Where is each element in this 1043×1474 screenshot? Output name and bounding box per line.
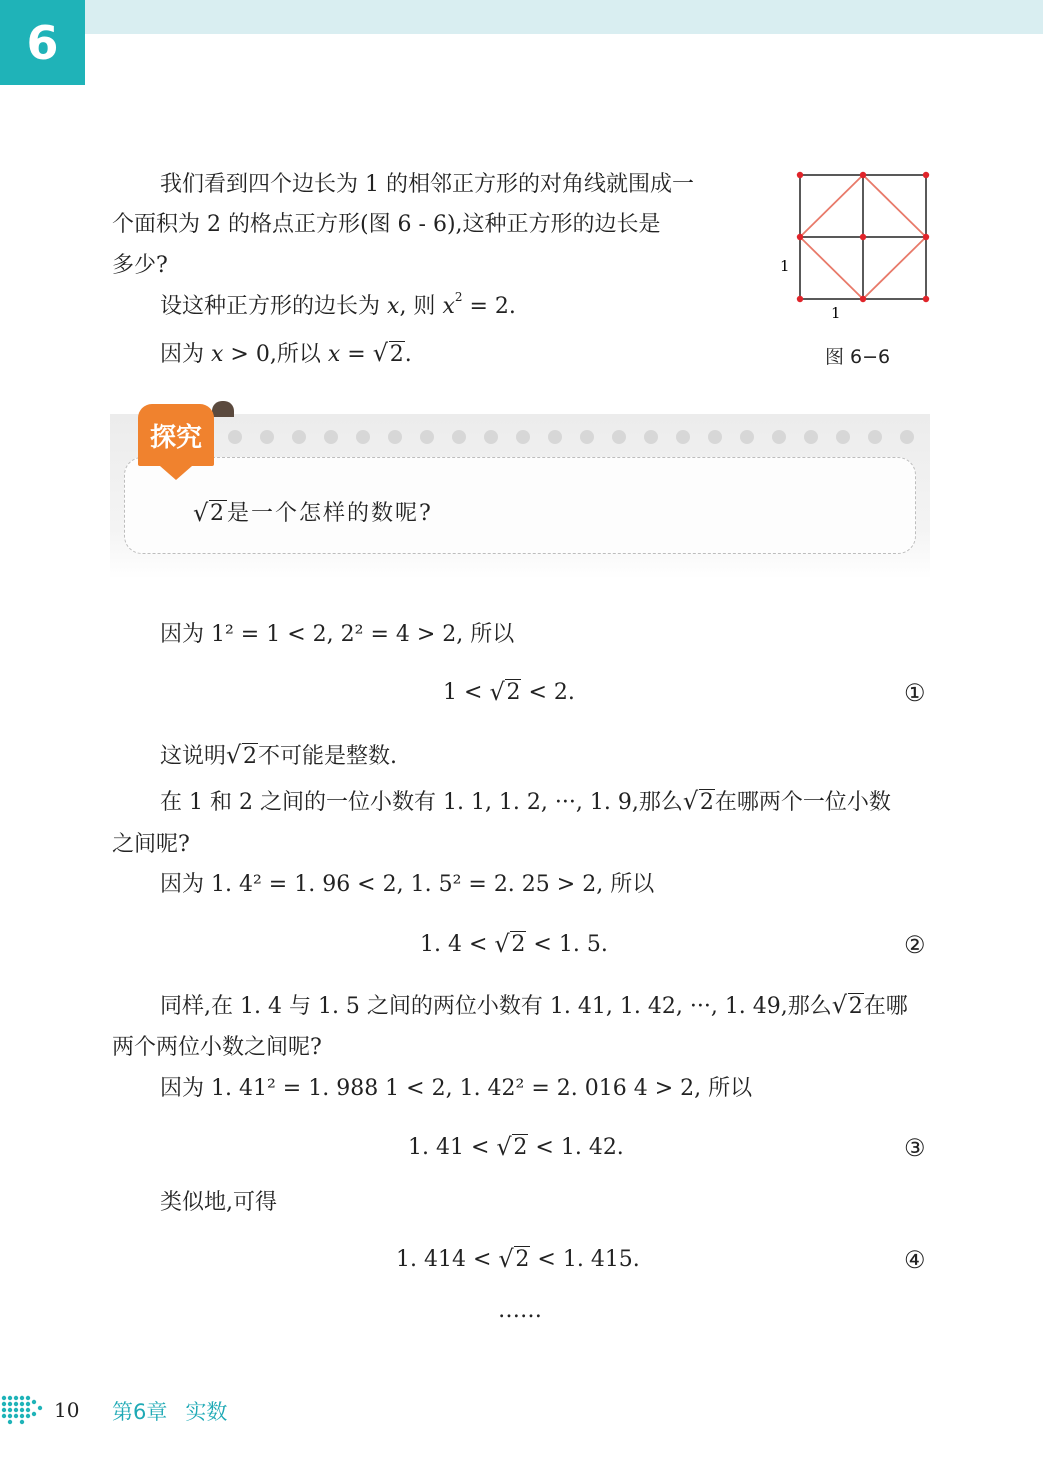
sqrt-2: √ 2 bbox=[496, 1135, 528, 1160]
sqrt-2: √ 2 bbox=[683, 788, 715, 818]
intro-line-1: 我们看到四个边长为 1 的相邻正方形的对角线就围成一 bbox=[160, 172, 694, 197]
chapter-title bbox=[112, 1396, 245, 1426]
chapter-label: 第6章 bbox=[112, 1400, 168, 1424]
step-3-line-2: 之间呢? bbox=[112, 832, 190, 857]
exponent: 2 bbox=[454, 290, 463, 304]
sqrt-2: √ 2 bbox=[498, 1247, 530, 1272]
because-prefix: 因为 bbox=[160, 342, 205, 367]
inequality-1: 1 < √ 2 < 2. bbox=[443, 680, 575, 705]
inequality-4: 1. 414 < √ 2 < 1. 415. bbox=[396, 1247, 640, 1272]
lattice-square-figure bbox=[775, 165, 945, 325]
step-5-line-1: 同样,在 1. 4 与 1. 5 之间的两位小数有 1. 41, 1. 42, ···, 1. 49,那么√ 2在哪 bbox=[160, 992, 908, 1022]
because-suffix: = bbox=[340, 342, 366, 367]
var-x: x bbox=[387, 294, 400, 319]
dot-pattern-icon bbox=[0, 1392, 50, 1428]
because-mid: > 0,所以 bbox=[223, 342, 321, 367]
page-number: 10 bbox=[54, 1398, 80, 1422]
side-label: 1 bbox=[780, 257, 790, 275]
var-x: x bbox=[211, 342, 224, 367]
sqrt-2: √ 2 bbox=[226, 742, 258, 772]
step-4-text: 因为 1. 4² = 1. 96 < 2, 1. 5² = 2. 25 > 2, 所以 bbox=[160, 872, 655, 897]
chapter-number-badge: 6 bbox=[0, 0, 85, 85]
set-variable-line bbox=[160, 292, 516, 322]
sqrt-2: √ 2 bbox=[193, 501, 227, 526]
step-6-text: 因为 1. 41² = 1. 988 1 < 2, 1. 42² = 2. 016 4 > 2, 所以 bbox=[160, 1076, 753, 1101]
equation-number-4: ④ bbox=[904, 1246, 926, 1274]
header-band bbox=[85, 0, 1043, 34]
equation-number-2: ② bbox=[904, 931, 926, 959]
sqrt-2: √ 2 bbox=[832, 992, 864, 1022]
set-mid: , 则 bbox=[399, 294, 436, 319]
set-suffix: = 2. bbox=[462, 294, 516, 319]
inequality-2: 1. 4 < √ 2 < 1. 5. bbox=[420, 932, 608, 957]
sqrt-2: √ 2 bbox=[494, 932, 526, 957]
intro-line-3: 多少? bbox=[112, 253, 168, 278]
because-line: 因为 x > 0,所以 x = √ 2. bbox=[160, 340, 412, 370]
var-x: x bbox=[327, 342, 341, 367]
explore-question: √ 2是一个怎样的数呢? bbox=[193, 496, 433, 527]
tag-curl-decoration bbox=[212, 401, 234, 417]
equation-number-3: ③ bbox=[904, 1134, 926, 1162]
step-5-line-2: 两个两位小数之间呢? bbox=[112, 1035, 322, 1060]
step-2-text: 这说明√ 2不可能是整数. bbox=[160, 742, 397, 772]
equation-number-1: ① bbox=[904, 679, 926, 707]
step-3-line-1: 在 1 和 2 之间的一位小数有 1. 1, 1. 2, ···, 1. 9,那么√ 2在哪两个一位小数 bbox=[160, 788, 891, 818]
ellipsis: …… bbox=[498, 1298, 542, 1323]
step-7-text: 类似地,可得 bbox=[160, 1190, 277, 1215]
var-x: x bbox=[442, 294, 455, 319]
inequality-3: 1. 41 < √ 2 < 1. 42. bbox=[408, 1135, 624, 1160]
bottom-label: 1 bbox=[831, 304, 841, 322]
sqrt-2: √ 2 bbox=[373, 340, 405, 370]
explore-tag: 探究 bbox=[138, 404, 214, 466]
figure-caption: 图 6−6 bbox=[825, 346, 891, 368]
sqrt-2: √ 2 bbox=[489, 680, 521, 705]
set-prefix: 设这种正方形的边长为 bbox=[160, 294, 381, 319]
chapter-name: 实数 bbox=[185, 1400, 228, 1424]
intro-line-2: 个面积为 2 的格点正方形(图 6 - 6),这种正方形的边长是 bbox=[112, 212, 661, 237]
step-1-text: 因为 1² = 1 < 2, 2² = 4 > 2, 所以 bbox=[160, 622, 515, 647]
